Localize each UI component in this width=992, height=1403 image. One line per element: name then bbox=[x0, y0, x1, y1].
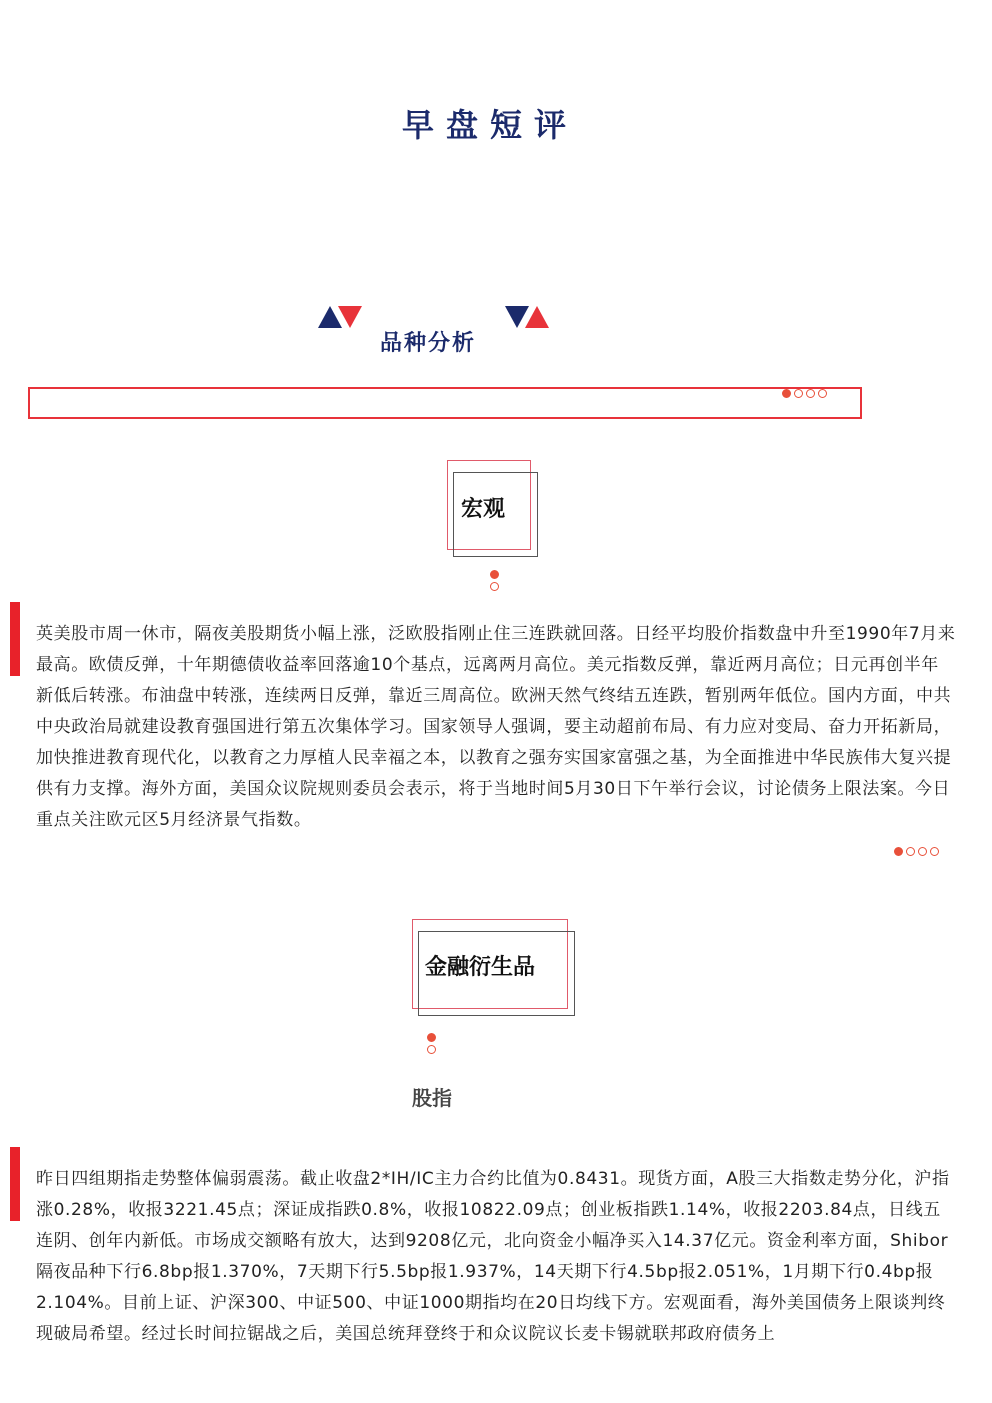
triangle-decoration-left bbox=[318, 306, 364, 330]
derivatives-paragraph: 昨日四组期指走势整体偏弱震荡。截止收盘2*IH/IC主力合约比值为0.8431。现货方面，A股三大指数走势分化，沪指涨0.28%，收报3221.45点；深证成指跌0.8%，收报10822.09点；创业板指跌1.14%，收报2203.84点，日线五连阴、创年内新低。市场成交额略有放大，达到9208亿元，北向资金小幅净买入14.37亿元。资金利率方面，Shibor隔夜品种下行6.8bp报1.370%，7天期下行5.5bp报1.937%，14天期下行4.5bp报2.051%，1月期下行0.4bp报2.104%。目前上证、沪深300、中证500、中证1000期指均在20日均线下方。宏观面看，海外美国债务上限谈判终现破局希望。经过长时间拉锯战之后，美国总统拜登终于和众议院议长麦卡锡就联邦政府债务上 bbox=[36, 1169, 950, 1344]
dot-outline-icon bbox=[794, 389, 803, 398]
dot-outline-icon bbox=[918, 847, 927, 856]
dot-outline-icon bbox=[427, 1045, 436, 1054]
derivatives-heading: 金融衍生品 bbox=[425, 955, 536, 980]
macro-heading: 宏观 bbox=[461, 497, 506, 522]
dot-filled-icon bbox=[490, 570, 499, 579]
derivatives-red-marker bbox=[10, 1147, 20, 1221]
stock-index-subtitle: 股指 bbox=[412, 1086, 452, 1110]
macro-end-dots bbox=[894, 847, 939, 856]
macro-vertical-dots bbox=[490, 570, 499, 591]
section-banner bbox=[28, 387, 862, 419]
dot-outline-icon bbox=[818, 389, 827, 398]
macro-red-marker bbox=[10, 602, 20, 676]
macro-paragraph: 英美股市周一休市，隔夜美股期货小幅上涨，泛欧股指刚止住三连跌就回落。日经平均股价指数盘中升至1990年7月来最高。欧债反弹，十年期德债收益率回落逾10个基点，远离两月高位。美元指数反弹，靠近两月高位；日元再创半年新低后转涨。布油盘中转涨，连续两日反弹，靠近三周高位。欧洲天然气终结五连跌，暂别两年低位。国内方面，中共中央政治局就建设教育强国进行第五次集体学习。国家领导人强调，要主动超前布局、有力应对变局、奋力开拓新局，加快推进教育现代化，以教育之力厚植人民幸福之本，以教育之强夯实国家富强之基，为全面推进中华民族伟大复兴提供有力支撑。海外方面，美国众议院规则委员会表示，将于当地时间5月30日下午举行会议，讨论债务上限法案。今日重点关注欧元区5月经济景气指数。 bbox=[36, 624, 956, 830]
dot-outline-icon bbox=[806, 389, 815, 398]
dot-filled-icon bbox=[427, 1033, 436, 1042]
dot-filled-icon bbox=[894, 847, 903, 856]
dot-outline-icon bbox=[490, 582, 499, 591]
section-title: 品种分析 bbox=[380, 331, 477, 356]
triangle-decoration-right bbox=[505, 306, 551, 330]
dot-outline-icon bbox=[906, 847, 915, 856]
banner-dots bbox=[782, 389, 827, 398]
derivatives-vertical-dots bbox=[427, 1033, 436, 1054]
dot-filled-icon bbox=[782, 389, 791, 398]
dot-outline-icon bbox=[930, 847, 939, 856]
page-title: 早盘短评 bbox=[401, 106, 578, 144]
